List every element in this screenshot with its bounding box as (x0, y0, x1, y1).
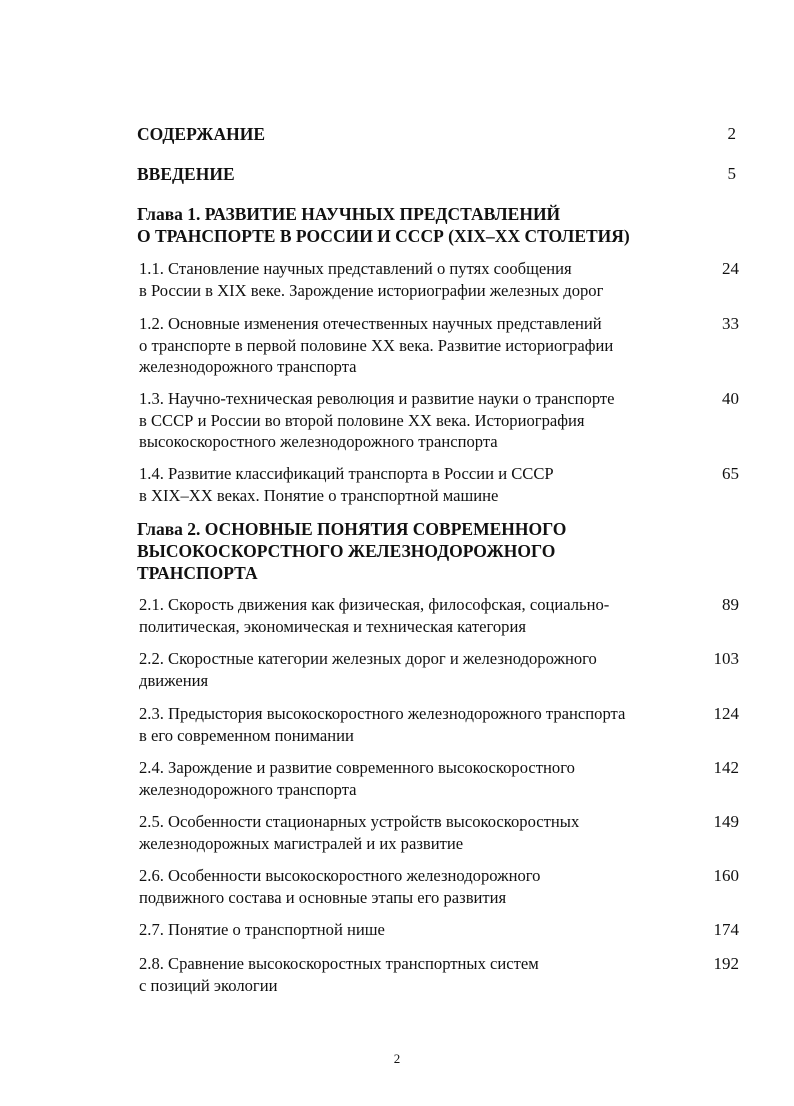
section-title: 2.3. Предыстория высокоскоростного железнодорожного транспорта в его современном понимании (139, 704, 626, 745)
toc-introduction-page: 5 (727, 164, 736, 183)
section-page: 142 (713, 758, 739, 777)
section-title: 2.8. Сравнение высокоскоростных транспортных систем с позиций экологии (139, 954, 539, 995)
section-page: 89 (722, 595, 739, 614)
section-page: 174 (713, 920, 739, 939)
toc-introduction-title: ВВЕДЕНИЕ (137, 164, 235, 184)
section-page: 160 (713, 866, 739, 885)
section-page: 65 (722, 464, 739, 483)
section-page: 24 (722, 259, 739, 278)
section-title: 2.5. Особенности стационарных устройств высокоскоростных железнодорожных магистралей и их развитие (139, 812, 580, 853)
section-title: 1.4. Развитие классификаций транспорта в России и СССР в XIX–XX веках. Понятие о транспортной машине (139, 464, 554, 505)
chapter-2-title: Глава 2. ОСНОВНЫЕ ПОНЯТИЯ СОВРЕМЕННОГО ВЫСОКОСКОРСТНОГО ЖЕЛЕЗНОДОРОЖНОГО ТРАНСПОРТА (137, 519, 567, 583)
section-title: 2.7. Понятие о транспортной нише (139, 920, 385, 939)
section-title: 1.3. Научно-техническая революция и развитие науки о транспорте в СССР и России во второй половине XX века. Историография высокоскоростного железнодорожного транспорта (139, 389, 615, 451)
section-title: 2.6. Особенности высокоскоростного железнодорожного подвижного состава и основные этапы его развития (139, 866, 541, 907)
section-page: 103 (713, 649, 739, 668)
section-title: 2.4. Зарождение и развитие современного высокоскоростного железнодорожного транспорта (139, 758, 575, 799)
toc-contents-page: 2 (727, 124, 736, 143)
page-number: 2 (393, 1051, 401, 1066)
section-title: 2.2. Скоростные категории железных дорог и железнодорожного движения (139, 649, 597, 690)
section-title: 1.1. Становление научных представлений о путях сообщения в России в XIX веке. Зарождение историографии железных дорог (139, 259, 604, 300)
toc-contents-title: СОДЕРЖАНИЕ (137, 124, 266, 144)
section-title: 2.1. Скорость движения как физическая, философская, социально- политическая, экономическая и техническая категория (139, 595, 610, 636)
chapter-1-title: Глава 1. РАЗВИТИЕ НАУЧНЫХ ПРЕДСТАВЛЕНИЙ О ТРАНСПОРТЕ В РОССИИ И СССР (XIX–XX СТОЛЕТИЯ) (137, 204, 630, 246)
section-page: 149 (713, 812, 739, 831)
section-page: 124 (713, 704, 739, 723)
section-page: 40 (722, 389, 739, 408)
section-page: 33 (722, 314, 739, 333)
section-page: 192 (713, 954, 739, 973)
section-title: 1.2. Основные изменения отечественных научных представлений о транспорте в первой половине XX века. Развитие историографии железнодорожного транспорта (139, 314, 614, 376)
